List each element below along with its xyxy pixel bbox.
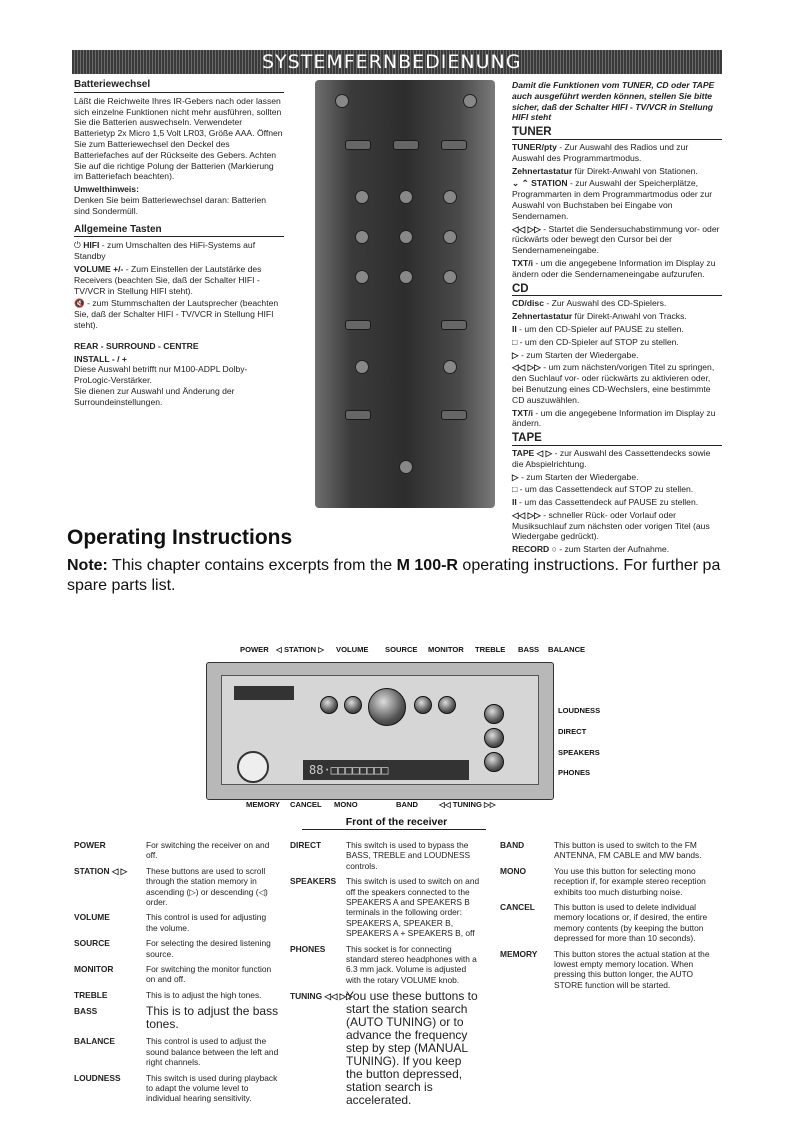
legend-text: This switch is used during playback to adapt the volume level to individual hearing sensitivity. [146, 1072, 278, 1104]
legend-row [74, 840, 279, 861]
cd-item-key: II [512, 323, 517, 334]
remote-button [441, 140, 467, 150]
cd-item-key: □ [512, 336, 518, 347]
legend-row [290, 990, 480, 1107]
cd-item [512, 298, 722, 309]
tuner-item-text: - Zur Auswahl des Radios und zur Auswahl des Programmartmodus. [512, 141, 689, 163]
tape-item-key: □ [512, 484, 518, 495]
operating-note [67, 556, 793, 576]
legend-row [74, 1036, 279, 1067]
title-banner [72, 50, 722, 74]
legend-column-2 [290, 840, 480, 1112]
legend-text: You use these buttons to start the station search (AUTO TUNING) or to advance the frequency step by step (MANUAL TUNING). If you keep the button depressed, station search is accelerated. [346, 989, 478, 1108]
legend-key: MONO [500, 865, 527, 876]
general-keys-heading: Allgemeine Tasten [74, 225, 284, 238]
legend-key: LOUDNESS [74, 1072, 121, 1083]
legend-text: This button stores the actual station at the lowest empty memory location. When pressing this button longer, the AUTO STORE function will be started. [554, 948, 710, 990]
diagram-label-top: BALANCE [548, 645, 586, 654]
remote-button [345, 140, 371, 150]
tuner-item [512, 142, 722, 164]
legend-key: TUNING ◁◁ ▷▷ [290, 991, 353, 1002]
legend-row [74, 938, 279, 959]
tuner-list [512, 142, 722, 280]
tuner-item-text: - um die angegebene Information im Display zu ändern oder die Sendernameneingabe aufzurufen. [512, 257, 716, 279]
tape-item [512, 484, 722, 495]
tape-item-key: ◁◁ ▷▷ [512, 509, 541, 520]
cd-list [512, 298, 722, 429]
balance-knob [484, 752, 504, 772]
legend-text: This button is used to switch to the FM ANTENNA, FM CABLE and MW bands. [554, 840, 702, 861]
legend-text: This control is used for adjusting the volume. [146, 912, 267, 933]
diagram-label-top: BASS [518, 645, 540, 654]
hifi-key: HIFI [83, 240, 100, 251]
diagram-label-top: ◁ STATION ▷ [276, 645, 325, 654]
legend-key: TREBLE [74, 989, 108, 1000]
cd-item [512, 311, 722, 322]
legend-row [500, 949, 722, 991]
tuner-item [512, 166, 722, 177]
receiver-display: 88·□□□□□□□□ [303, 760, 469, 780]
remote-button [443, 230, 457, 244]
diagram-label-bottom: MONO [334, 800, 358, 809]
cd-item-key: Zehnertastatur [512, 311, 573, 322]
remote-button [441, 320, 467, 330]
cd-item [512, 337, 722, 348]
cd-item [512, 350, 722, 361]
remote-button [355, 270, 369, 284]
surround-heading: REAR - SURROUND - CENTRE [74, 340, 199, 351]
tuner-item-key: ◁◁ ▷▷ [512, 223, 541, 234]
cd-item-text: - um den CD-Spieler auf STOP zu stellen. [517, 336, 679, 347]
tape-item-key: RECORD ○ [512, 544, 557, 555]
source-knob [414, 696, 432, 714]
legend-row [500, 840, 722, 861]
tape-item [512, 510, 722, 542]
legend-text: This button is used to delete individual memory locations or, if desired, the entire memory contents (by keeping the button depressed for more than 10 seconds). [554, 902, 708, 944]
operating-title: Operating Instructions [67, 526, 293, 549]
remote-button [443, 270, 457, 284]
legend-key: BAND [500, 840, 525, 850]
diagram-label-top: SOURCE [385, 645, 418, 654]
legend-key: PHONES [290, 943, 326, 954]
tuner-item-key: Zehnertastatur [512, 165, 573, 176]
legend-text: This is to adjust the high tones. [146, 989, 262, 1000]
legend-text: For selecting the desired listening source. [146, 938, 271, 959]
legend-row [74, 912, 279, 933]
remote-button [345, 410, 371, 420]
volume-knob [368, 688, 406, 726]
hifi-text: - zum Umschalten des HiFi-Systems auf Standby [74, 240, 256, 262]
battery-text: Läßt die Reichweite Ihres IR-Gebers nach oder lassen sich einzelne Funktionen nicht mehr ausführen, sollten Sie die Batterien auswechseln. Verwendeter Batterietyp 2x Micro 1,5 Volt LR03, Größe AAA. Öffnen Sie zum Batteriewechsel den Deckel des Batteriefaches auf der Rückseite des Gebers. Achten Sie auf die richtige Polung der Batterien (Markierung im Batteriefach beachten). [74, 95, 283, 182]
diagram-label-bottom: CANCEL [290, 800, 322, 809]
legend-key: BALANCE [74, 1036, 115, 1047]
tuner-item-key: ⌄ ⌃ STATION [512, 178, 568, 189]
env-text: Denken Sie beim Batteriewechsel daran: Batterien sind Sondermüll. [74, 194, 267, 216]
legend-text: This socket is for connecting standard stereo headphones with a 6.3 mm jack. Volume is adjusted with the rotary VOLUME knob. [346, 943, 477, 985]
battery-heading: Batteriewechsel [74, 80, 284, 93]
legend-key: CANCEL [500, 902, 535, 913]
cd-item-text: - um die angegebene Information im Display zu ändern. [512, 407, 716, 429]
legend-text: This control is used to adjust the sound balance between the left and right channels. [146, 1036, 279, 1068]
tuner-item-text: für Direkt-Anwahl von Stationen. [572, 165, 698, 176]
install-text-2: Sie dienen zur Auswahl und Änderung der Surroundeinstellungen. [74, 385, 235, 407]
legend-text: This is to adjust the bass tones. [146, 1004, 279, 1032]
tape-item-text: - zum Starten der Wiedergabe. [518, 471, 639, 482]
cd-item-key: CD/disc [512, 298, 544, 309]
legend-text: This switch is used to bypass the BASS, TREBLE and LOUDNESS controls. [346, 840, 471, 871]
remote-button [355, 190, 369, 204]
tuner-item [512, 178, 722, 221]
diagram-label-top: TREBLE [475, 645, 506, 654]
legend-row [74, 964, 279, 985]
tuner-item-text: - zur Auswahl der Speicherplätze, Programmarten in dem Programmartmodus oder zur Auswahl von Buchstaben bei Eingabe von Sendernamen. [512, 178, 713, 221]
legend-key: POWER [74, 840, 106, 850]
legend-text: This switch is used to switch on and off the speakers connected to the SPEAKERS A and SPEAKERS B terminals in the following order: SPEAKERS A, SPEAKER B, SPEAKERS A + SPEAKERS B, off [346, 876, 480, 939]
mute-text: - zum Stummschalten der Lautsprecher (beachten Sie, daß der Schalter HIFI - TV/VCR in Stellung HIFI steht). [74, 298, 279, 330]
legend-text: You use this button for selecting mono reception if, for example stereo reception exhibits too much disturbing noise. [554, 865, 706, 897]
treble-knob [484, 704, 504, 724]
legend-key: SOURCE [74, 938, 110, 949]
tape-heading: TAPE [512, 433, 722, 446]
diagram-label-bottom: BAND [396, 800, 418, 809]
legend-text: These buttons are used to scroll through the station memory in ascending (▷) or descending (◁) order. [146, 865, 268, 908]
remote-button [335, 94, 349, 108]
tuner-item-key: TUNER/pty [512, 141, 557, 152]
remote-button [399, 460, 413, 474]
tape-item-key: II [512, 497, 517, 508]
tape-item-text: - zur Auswahl des Cassettendecks sowie die Abspielrichtung. [512, 447, 711, 469]
legend-row [290, 840, 480, 871]
caption-underline [302, 829, 486, 830]
remote-button [399, 190, 413, 204]
station-knob [320, 696, 338, 714]
tape-item [512, 448, 722, 470]
diagram-label-bottom: ◁◁ TUNING ▷▷ [439, 800, 496, 809]
tape-item-text: - um das Cassettendeck auf STOP zu stellen. [517, 484, 694, 495]
tuner-item [512, 224, 722, 256]
bass-knob [484, 728, 504, 748]
remote-button [399, 230, 413, 244]
station-knob [344, 696, 362, 714]
power-button-image [237, 751, 269, 783]
tuner-item [512, 258, 722, 280]
tape-item [512, 497, 722, 508]
legend-row [74, 1073, 279, 1104]
cd-item [512, 324, 722, 335]
diagram-label-right: PHONES [558, 768, 591, 777]
volume-key: VOLUME +/- [74, 263, 124, 274]
cd-item [512, 408, 722, 430]
legend-key: VOLUME [74, 912, 110, 923]
volume-text: - Zum Einstellen der Lautstärke des Receivers (beachten Sie, daß der Schalter HIFI - TV/VCR in Stellung HIFI steht). [74, 263, 262, 296]
tape-item-text: - zum Starten der Aufnahme. [556, 544, 670, 555]
legend-row [290, 876, 480, 938]
remote-button [399, 270, 413, 284]
cd-item-key: ◁◁ ▷▷ [512, 362, 541, 373]
remote-control-image [315, 80, 495, 508]
tape-list [512, 448, 722, 555]
note-text: This chapter contains excerpts from the [107, 557, 397, 574]
mute-icon: 🔇 [74, 298, 85, 309]
operating-note-line-2: spare parts list. [67, 577, 176, 594]
tuner-item-text: - Startet die Sendersuchabstimmung vor- oder rückwärts oder bewegt den Cursor bei der Sendernameneingabe. [512, 223, 720, 256]
diagram-label-top: MONITOR [428, 645, 464, 654]
diagram-label-right: LOUDNESS [558, 706, 601, 715]
cd-item-key: TXT/i [512, 407, 534, 418]
remote-button [355, 360, 369, 374]
legend-column-3 [500, 840, 722, 995]
tape-item-key: TAPE ◁ ▷ [512, 447, 553, 458]
cd-item [512, 362, 722, 405]
power-symbol-icon: ⏻ [74, 240, 84, 251]
diagram-label-top: POWER [240, 645, 269, 654]
brand-logo [234, 686, 294, 700]
note-model: M 100-R [396, 557, 458, 574]
diagram-label-top: VOLUME [336, 645, 369, 654]
tuner-heading: TUNER [512, 127, 722, 140]
right-column [512, 80, 722, 557]
legend-key: MEMORY [500, 948, 538, 959]
legend-row [74, 1005, 279, 1031]
legend-key: DIRECT [290, 840, 322, 850]
legend-row [500, 902, 722, 944]
remote-button [355, 230, 369, 244]
left-column [74, 80, 284, 410]
tape-item-text: - schneller Rück- oder Vorlauf oder Musiksuchlauf zum nächsten oder vorigen Titel (aus Wiedergabe gedrückt). [512, 509, 710, 542]
tape-item-key: ▷ [512, 471, 519, 482]
cd-item-text: - zum Starten der Wiedergabe. [518, 349, 639, 360]
legend-row [290, 944, 480, 986]
legend-key: STATION ◁ ▷ [74, 865, 128, 876]
install-text: Diese Auswahl betrifft nur M100-ADPL Dolby-ProLogic-Verstärker. [74, 364, 248, 386]
remote-button [463, 94, 477, 108]
legend-text: For switching the monitor function on and off. [146, 964, 272, 985]
install-heading: INSTALL - / + [74, 353, 127, 364]
legend-key: BASS [74, 1006, 98, 1017]
legend-row [74, 866, 279, 908]
remote-button [441, 410, 467, 420]
diagram-label-right: DIRECT [558, 727, 587, 736]
cd-item-text: - um den CD-Spieler auf PAUSE zu stellen. [516, 323, 684, 334]
legend-row [74, 990, 279, 1000]
legend-key: SPEAKERS [290, 876, 337, 887]
note-label: Note: [67, 557, 108, 574]
diagram-label-bottom: MEMORY [246, 800, 280, 809]
legend-key: MONITOR [74, 964, 114, 975]
remote-button [393, 140, 419, 150]
env-heading: Umwelthinweis: [74, 184, 139, 195]
legend-row [500, 866, 722, 897]
banner-title: SYSTEMFERNBEDIENUNG [262, 51, 522, 73]
remote-button [443, 190, 457, 204]
cd-item-text: - Zur Auswahl des CD-Spielers. [544, 298, 667, 309]
legend-text: For switching the receiver on and off. [146, 840, 270, 861]
legend-column-1 [74, 840, 279, 1109]
cd-item-key: ▷ [512, 349, 519, 360]
tuner-item-key: TXT/i [512, 257, 534, 268]
tape-item-text: - um das Cassettendeck auf PAUSE zu stellen. [516, 497, 699, 508]
receiver-front-image [206, 662, 554, 800]
intro-text: Damit die Funktionen vom TUNER, CD oder TAPE auch ausgeführt werden können, stellen Sie bitte sicher, daß der Schalter HIFI - TV/VCR in Stellung HIFI steht [512, 80, 715, 123]
note-text-2: operating instructions. For further pa [457, 557, 721, 574]
tape-item [512, 472, 722, 483]
cd-item-text: - um zum nächsten/vorigen Titel zu springen, den Suchlauf vor- oder rückwärts zu aktivieren oder, bei Benutzung eines CD-Wechslers, eine bestimmte CD auszuwählen. [512, 362, 715, 405]
remote-button [443, 360, 457, 374]
remote-button [345, 320, 371, 330]
tape-item [512, 544, 722, 555]
cd-heading: CD [512, 284, 722, 297]
diagram-label-right: SPEAKERS [558, 748, 600, 757]
monitor-knob [438, 696, 456, 714]
cd-item-text: für Direkt-Anwahl von Tracks. [572, 311, 687, 322]
diagram-caption: Front of the receiver [345, 816, 448, 828]
